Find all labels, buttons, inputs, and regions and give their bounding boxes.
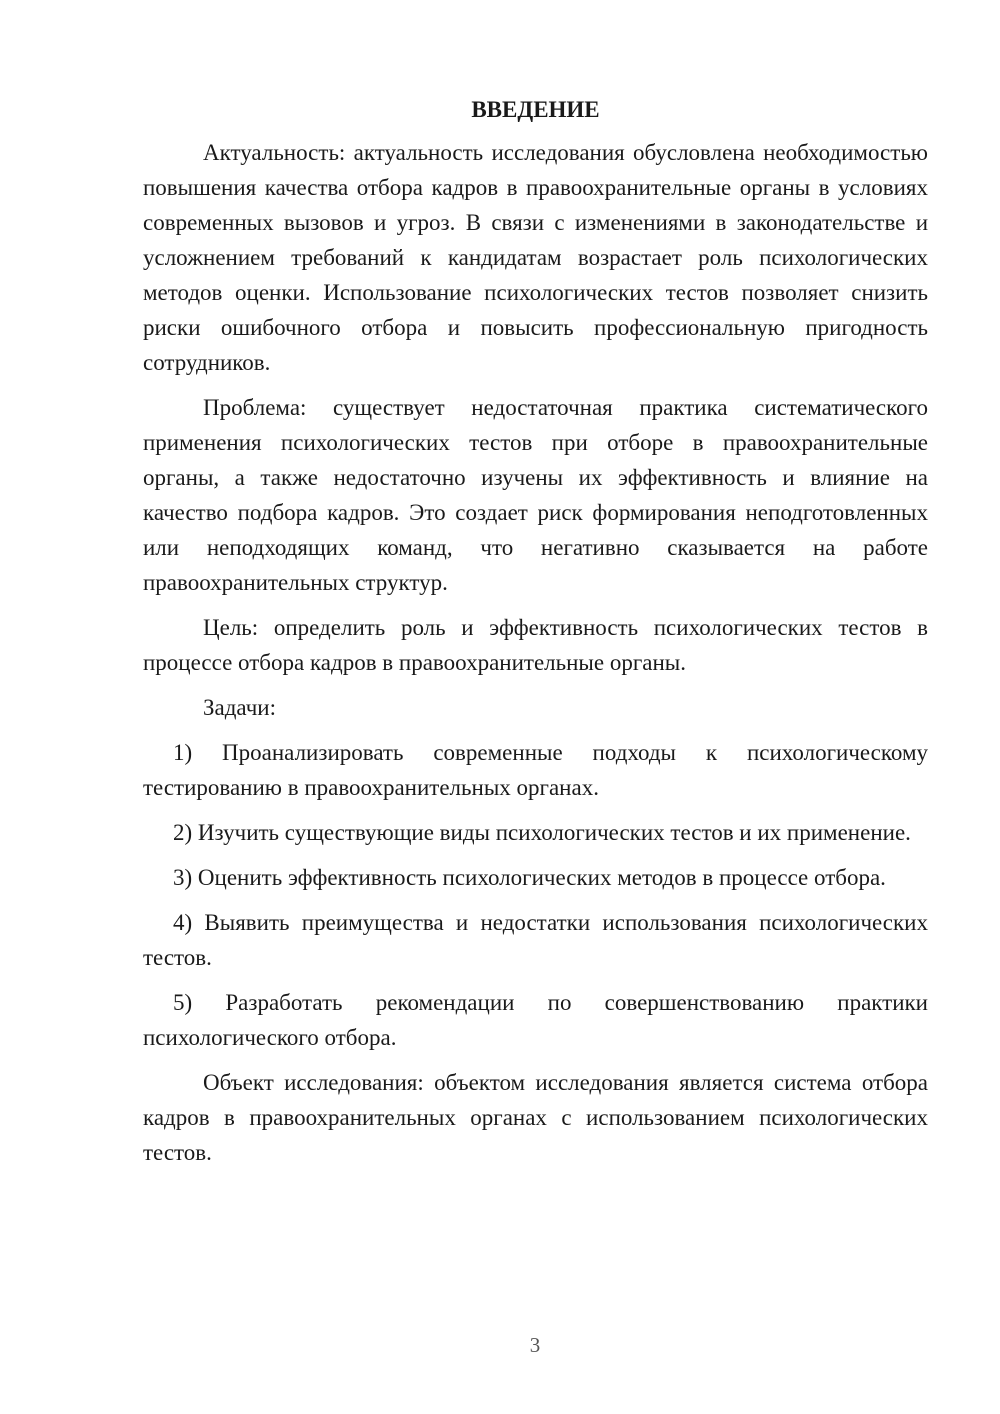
section-title: ВВЕДЕНИЕ [471,97,600,122]
task-item: 2) Изучить существующие виды психологических тестов и их применение. [173,820,911,845]
document-body [143,95,928,1180]
task-item: 5) Разработать рекомендации по совершенствованию практики психологического отбора. [143,990,928,1050]
task-item: 1) Проанализировать современные подходы к психологическому тестированию в правоохранительных органах. [143,740,928,800]
tasks-heading: Задачи: [203,695,276,720]
goal-paragraph: Цель: определить роль и эффективность психологических тестов в процессе отбора кадров в правоохранительные органы. [143,615,928,675]
relevance-paragraph: Актуальность: актуальность исследования обусловлена необходимостью повышения качества отбора кадров в правоохранительные органы в условиях современных вызовов и угроз. В связи с изменениями в законодательстве и усложнением требований к кандидатам возрастает роль психологических методов оценки. Использование психологических тестов позволяет снизить риски ошибочного отбора и повысить профессиональную пригодность сотрудников. [143,140,928,375]
page-number: 3 [529,1333,541,1357]
task-item: 3) Оценить эффективность психологических методов в процессе отбора. [173,865,886,890]
object-paragraph: Объект исследования: объектом исследования является система отбора кадров в правоохранительных органах с использованием психологических тестов. [143,1070,928,1165]
problem-paragraph: Проблема: существует недостаточная практика систематического применения психологических тестов при отборе в правоохранительные органы, а также недостаточно изучены их эффективность и влияние на качество подбора кадров. Это создает риск формирования неподготовленных или неподходящих команд, что негативно сказывается на работе правоохранительных структур. [143,395,928,595]
task-item: 4) Выявить преимущества и недостатки использования психологических тестов. [143,910,928,970]
